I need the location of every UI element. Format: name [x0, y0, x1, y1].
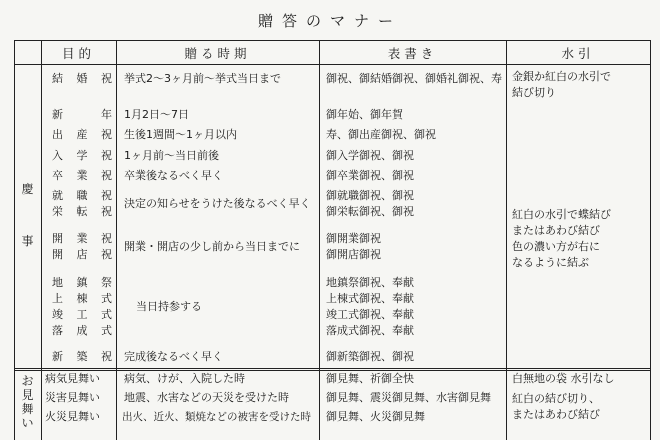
section-label-keiji-1: 慶	[21, 182, 34, 196]
purpose-r8: 開業祝	[52, 232, 112, 245]
col-divider-inscription	[506, 40, 507, 440]
section-label-omimai-2: 見	[21, 388, 34, 402]
inscription-r3: 寿、御出産御祝、御祝	[326, 128, 436, 141]
inscription-r2: 御年始、御年賀	[326, 108, 403, 121]
purpose-r7: 栄転祝	[52, 205, 112, 218]
mizuhiki-wedding-line2: 結び切り	[512, 86, 556, 99]
inscription-r14: 御新築御祝、御祝	[326, 350, 414, 363]
inscription-r1: 御祝、御結婚御祝、御婚礼御祝、寿	[326, 72, 502, 85]
timing-r4: 1ヶ月前～当日前後	[124, 149, 219, 162]
section-label-omimai-4: い	[21, 416, 34, 430]
inscription-r10: 地鎮祭御祝、奉献	[326, 276, 414, 289]
timing-r2: 1月2日～7日	[124, 108, 189, 121]
timing-r5: 卒業後なるべく早く	[124, 169, 223, 182]
purpose-r12: 竣工式	[52, 308, 112, 321]
mizuhiki-general-line1: 紅白の水引で蝶結び	[512, 208, 611, 221]
header-timing: 贈る時期	[184, 46, 251, 61]
section-label-omimai-3: 舞	[21, 402, 34, 416]
purpose-m3: 火災見舞い	[45, 410, 100, 423]
timing-r6-r7: 決定の知らせをうけた後なるべく早く	[124, 197, 311, 210]
mizuhiki-omimai-line3: またはあわび結び	[512, 408, 600, 421]
timing-m1: 病気、けが、入院した時	[124, 372, 245, 385]
purpose-r4: 入学祝	[52, 149, 112, 162]
purpose-r2: 新年	[52, 108, 112, 121]
section-label-keiji-2: 事	[21, 234, 34, 248]
inscription-r13: 落成式御祝、奉献	[326, 324, 414, 337]
timing-r1: 挙式2～3ヶ月前～挙式当日まで	[124, 72, 281, 85]
mizuhiki-general-line2: またはあわび結び	[512, 224, 600, 237]
header-inscription: 表書き	[387, 46, 438, 61]
inscription-r7: 御栄転御祝、御祝	[326, 205, 414, 218]
mizuhiki-omimai-line1: 白無地の袋 水引なし	[512, 372, 615, 385]
mizuhiki-general-line3: 色の濃い方が右に	[512, 240, 600, 253]
header-divider	[14, 64, 651, 65]
col-divider-purpose	[116, 40, 117, 440]
col-divider-timing	[319, 40, 320, 440]
mizuhiki-wedding-line1: 金銀か紅白の水引で	[512, 70, 611, 83]
inscription-r8: 御開業御祝	[326, 232, 381, 245]
purpose-m2: 災害見舞い	[45, 391, 100, 404]
mizuhiki-general-line4: なるように結ぶ	[512, 256, 589, 269]
timing-r8-r9: 開業・開店の少し前から当日までに	[124, 240, 300, 253]
section-label-omimai-1: お	[21, 374, 34, 388]
page-title: 贈答のマナー	[257, 12, 402, 30]
purpose-r6: 就職祝	[52, 189, 112, 202]
inscription-m2: 御見舞、震災御見舞、水害御見舞	[326, 391, 491, 404]
table-top-border	[14, 40, 651, 41]
inscription-r9: 御開店御祝	[326, 248, 381, 261]
timing-m3: 出火、近火、類焼などの被害を受けた時	[122, 411, 311, 423]
purpose-m1: 病気見舞い	[45, 372, 100, 385]
purpose-r14: 新築祝	[52, 350, 112, 363]
timing-r10-r13: 当日持参する	[136, 300, 202, 313]
inscription-r11: 上棟式御祝、奉献	[326, 292, 414, 305]
manners-table	[14, 40, 651, 440]
col-divider-section	[41, 40, 42, 440]
section-divider	[14, 368, 651, 371]
timing-r3: 生後1週間～1ヶ月以内	[124, 128, 237, 141]
purpose-r5: 卒業祝	[52, 169, 112, 182]
header-mizuhiki: 水引	[561, 46, 595, 61]
purpose-r13: 落成式	[52, 324, 112, 337]
purpose-r1: 結婚祝	[52, 72, 112, 85]
purpose-r9: 開店祝	[52, 248, 112, 261]
timing-r14: 完成後なるべく早く	[124, 350, 223, 363]
timing-m2: 地震、水害などの天災を受けた時	[124, 391, 289, 404]
inscription-m3: 御見舞、火災御見舞	[326, 410, 425, 423]
inscription-r5: 御卒業御祝、御祝	[326, 169, 414, 182]
mizuhiki-omimai-line2: 紅白の結び切り、	[512, 392, 600, 405]
inscription-r6: 御就職御祝、御祝	[326, 189, 414, 202]
inscription-r4: 御入学御祝、御祝	[326, 149, 414, 162]
inscription-r12: 竣工式御祝、奉献	[326, 308, 414, 321]
table-right-border	[650, 40, 651, 440]
purpose-r3: 出産祝	[52, 128, 112, 141]
inscription-m1: 御見舞、祈御全快	[326, 372, 414, 385]
header-purpose: 目的	[61, 46, 95, 61]
purpose-r10: 地鎮祭	[52, 276, 112, 289]
purpose-r11: 上棟式	[52, 292, 112, 305]
